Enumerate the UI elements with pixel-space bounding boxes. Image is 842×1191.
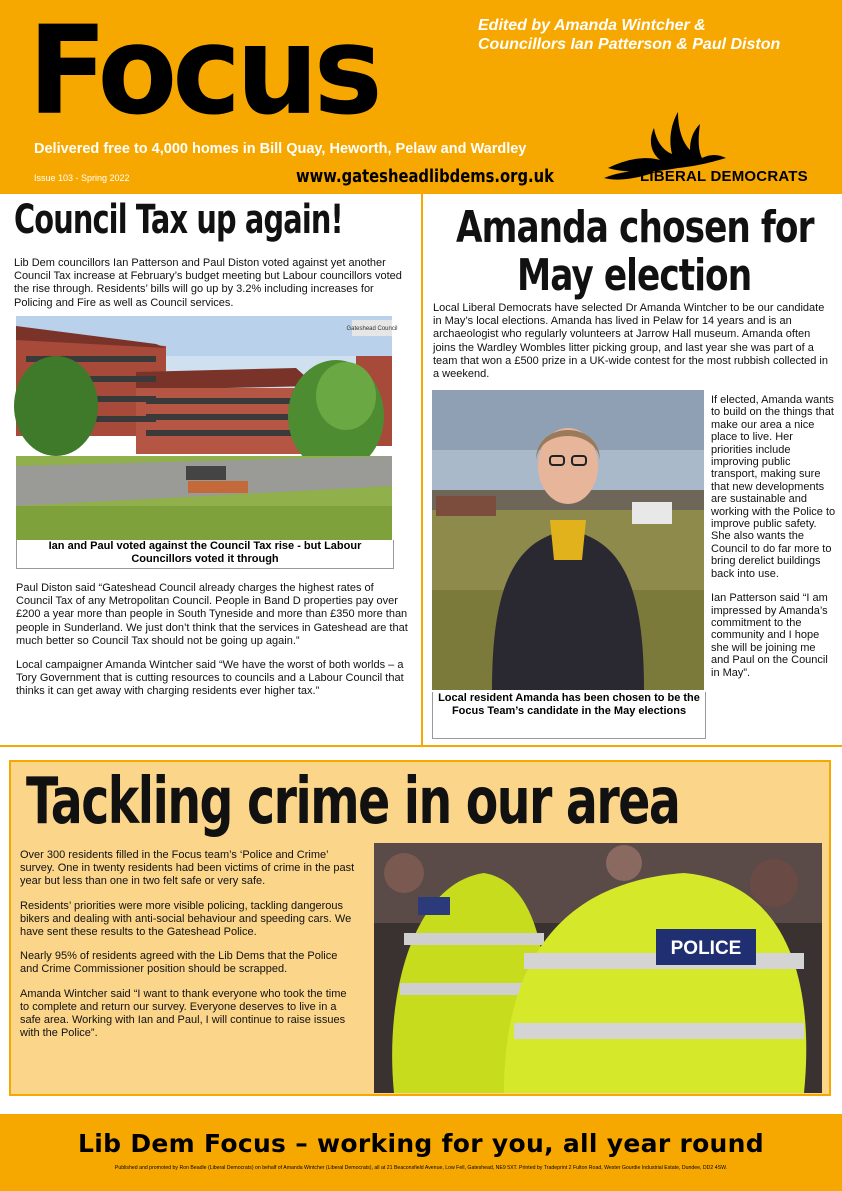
amanda-headline-line-1: Amanda chosen for (456, 202, 814, 253)
council-tax-intro: Lib Dem councillors Ian Patterson and Paul Diston voted against yet another Council Tax increase at February’s budget meeting but Labour councillors voted the rise through. Residents’ bills will go up by 3.2% including increases for Policing and Fire as well as Council services. (14, 257, 402, 309)
delivery-note: Delivered free to 4,000 homes in Bill Quay, Heworth, Pelaw and Wardley (34, 141, 527, 157)
section-divider (0, 745, 842, 747)
amanda-photo-caption: Local resident Amanda has been chosen to be the Focus Team’s candidate in the May elections (432, 692, 706, 739)
footer-slogan: Lib Dem Focus – working for you, all year round (78, 1129, 764, 1158)
crime-paragraph: Residents’ priorities were more visible policing, tackling dangerous bikers and dealing with anti-social behaviour and speeding cars. We have sent these results to the Gateshead Police. (20, 899, 352, 939)
council-tax-paragraph: Local campaigner Amanda Wintcher said “We have the worst of both worlds – a Tory Government that is cutting resources to councils and a Labour Council that thinks it can get away with charging residents ever higher tax.” (16, 659, 404, 698)
website-link[interactable]: www.gatesheadlibdems.org.uk (296, 166, 554, 187)
council-tax-paragraph: Paul Diston said “Gateshead Council already charges the highest rates of Council Tax of any Metropolitan Council. People in Band D properties pay over £200 a year more than people in South Tyneside and more than £350 more than people in Sunderland. We just don’t think that the services in Gateshead are that much better so Council Tax should not be going up again.” (16, 582, 408, 647)
council-sign-text: Gateshead Council (346, 326, 398, 332)
amanda-paragraph: Ian Patterson said “I am impressed by Amanda’s commitment to the community and I hope she will be joining me and Paul on the Council in May”. (711, 592, 828, 679)
council-building-photo (16, 316, 398, 540)
party-name: LIBERAL DEMOCRATS (640, 168, 808, 185)
crime-headline: Tackling crime in our area (26, 765, 680, 839)
editors-line-1: Edited by Amanda Wintcher & (478, 17, 706, 34)
crime-paragraph: Over 300 residents filled in the Focus team’s ‘Police and Crime’ survey. One in twenty residents had been victims of crime in the past year but less than one in two felt safe or very safe. (20, 849, 355, 888)
crime-paragraph: Amanda Wintcher said “I want to thank everyone who took the time to complete and return our survey. Everyone deserves to live in a safe area. Working with Ian and Paul, I will continue to raise issues with the Police”. (20, 987, 347, 1040)
police-officers-photo (374, 843, 822, 1093)
editors-line-2: Councillors Ian Patterson & Paul Diston (478, 36, 781, 53)
editors-credit (478, 16, 780, 54)
amanda-intro: Local Liberal Democrats have selected Dr Amanda Wintcher to be our candidate in May’s local elections. Amanda has lived in Pelaw for 14 years and is an archaeologist who regularly volunteers at Jarrow Hall museum. Amanda often joins the Wardley Wombles litter picking group, and last year she was part of a team that won a £500 prize in a UK-wide contest for the most rubbish collected in a weekend. (433, 302, 828, 381)
issue-number: Issue 103 - Spring 2022 (34, 173, 130, 183)
council-tax-headline: Council Tax up again! (14, 197, 343, 243)
column-divider (421, 192, 423, 746)
police-badge-label: POLICE (670, 938, 742, 959)
publisher-imprint: Published and promoted by Ron Beadle (Liberal Democrats) on behalf of Amanda Wintcher (Liberal Democrats), all at 21 Beaconsfield Avenue, Low Fell, Gateshead, NE9 5XT. Printed by Tradeprint 2 Fulton Road, Wester Gourdie Industrial Estate, Dundee, DD2 4SW. (114, 1165, 728, 1171)
newsletter-title: Focus (28, 0, 378, 143)
council-tax-body (16, 582, 411, 710)
crime-body (20, 849, 356, 1051)
council-photo-caption: Ian and Paul voted against the Council Tax rise - but Labour Councillors voted it through (16, 540, 394, 569)
amanda-headline-line-2: May election (517, 250, 752, 301)
crime-paragraph: Nearly 95% of residents agreed with the Lib Dems that the Police and Crime Commissioner position should be scrapped. (20, 950, 338, 976)
amanda-portrait-photo (432, 390, 704, 690)
amanda-side-column (711, 394, 836, 691)
amanda-paragraph: If elected, Amanda wants to build on the things that make our area a nice place to live. Her priorities include improving public transport, making sure that new developments are sustainable and working with the Police to improve public safety. She also wants the Council to do far more to bring derelict buildings back into use. (711, 394, 836, 580)
